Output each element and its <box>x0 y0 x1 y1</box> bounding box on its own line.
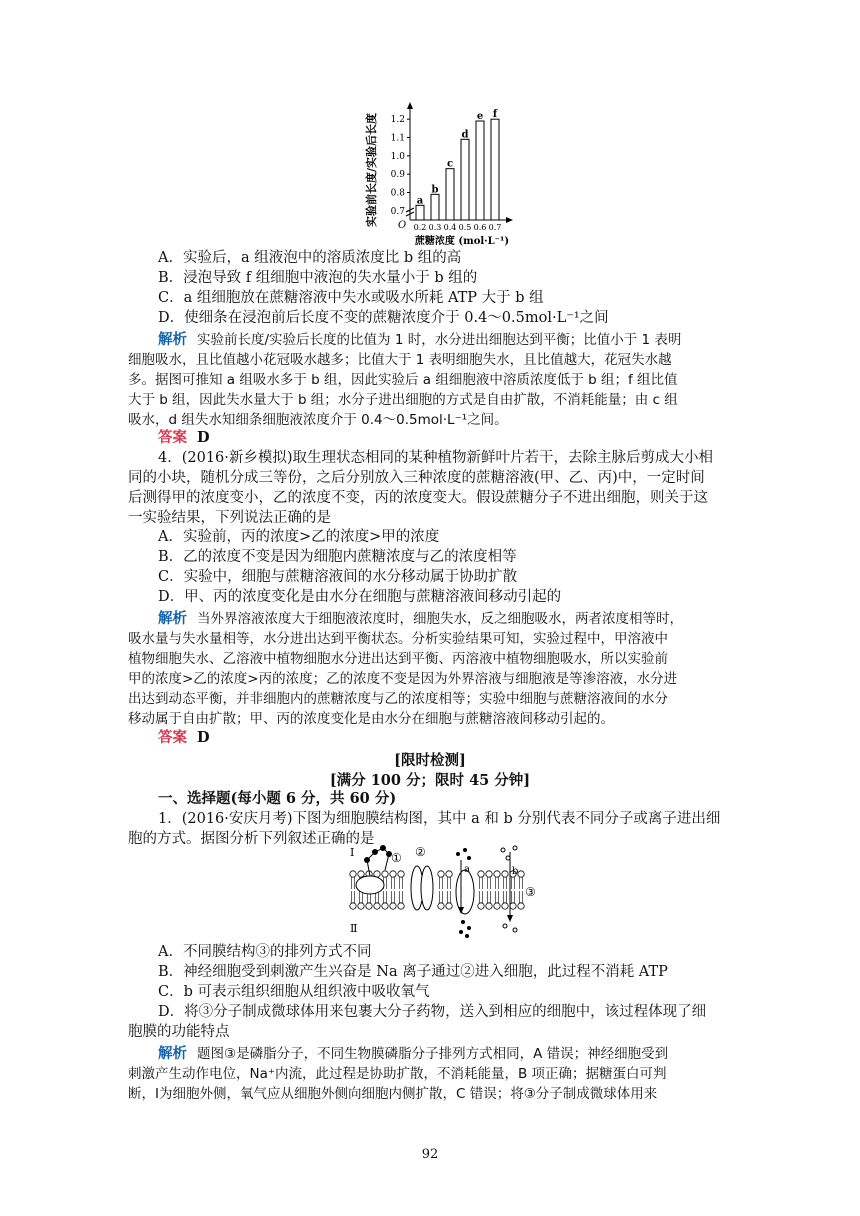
lipid-head <box>446 871 452 877</box>
q3-explain-line: 实验前长度/实验后长度的比值为 1 时，水分进出细胞达到平衡；比值小于 1 表明 <box>197 332 682 348</box>
bar-f <box>491 119 499 220</box>
q3-explanation-first <box>158 330 768 350</box>
q1-stem-line: 胞的方式。据图分析下列叙述正确的是 <box>128 831 375 847</box>
q4-explanation-first <box>158 609 768 629</box>
q3-answer-value: D <box>197 429 210 446</box>
lipid-head <box>446 903 452 909</box>
bar-label: d <box>461 129 469 141</box>
q4-explain-line: 出达到动态平衡，并非细胞内的蔗糖浓度与乙的浓度相等；实验中细胞与蔗糖溶液间的水分 <box>128 691 668 707</box>
q1-explain-line: 刺激产生动作电位，Na⁺内流，此过程是协助扩散，不消耗能量，B 项正确；据糖蛋白可判 <box>128 1066 667 1082</box>
lipid-head <box>494 871 500 877</box>
lipid-tail <box>480 877 483 889</box>
lipid-tail <box>440 877 443 889</box>
q1-option-d: D．将③分子制成微球体用来包裹大分子药物，送入到相应的细胞中，该过程体现了细 <box>158 1004 707 1020</box>
x-axis-arrow <box>506 217 513 223</box>
test-subtitle: [满分 100 分；限时 45 分钟] <box>329 772 531 789</box>
q1-option-c: C．b 可表示组织细胞从组织液中吸收氧气 <box>158 984 430 1000</box>
side-outer-label: Ⅰ <box>350 846 355 859</box>
lipid-tail <box>448 877 451 889</box>
lipid-head <box>478 871 484 877</box>
lipid-tail <box>512 891 515 903</box>
molecule-dot <box>465 934 469 938</box>
lipid-tail <box>400 891 403 903</box>
membrane-diagram <box>345 840 545 940</box>
molecule-circle <box>503 924 507 928</box>
lipid-head <box>510 903 516 909</box>
q4-option-a: A．实验前，丙的浓度>乙的浓度>甲的浓度 <box>158 529 440 545</box>
bar-d <box>461 139 469 220</box>
lipid-head <box>398 871 404 877</box>
molecule-circle <box>513 928 517 932</box>
lipid-head <box>374 903 380 909</box>
lipid-head <box>502 871 508 877</box>
lipid-tail <box>440 891 443 903</box>
label-2: ② <box>415 845 426 859</box>
lipid-tail <box>496 891 499 903</box>
lipid-head <box>398 903 404 909</box>
bar-c <box>446 169 454 220</box>
q4-stem-line: 后测得甲的浓度变小，乙的浓度不变，丙的浓度变大。假设蔗糖分子不进出细胞，则关于这 <box>128 490 708 506</box>
lipid-head <box>438 903 444 909</box>
lipid-head <box>478 903 484 909</box>
y-tick-label: 1.2 <box>390 115 405 126</box>
label-b: b <box>512 866 519 877</box>
q1-stem-line: 1．(2016·安庆月考)下图为细胞膜结构图，其中 a 和 b 分别代表不同分子或离子进出细 <box>158 811 721 827</box>
q4-option-d: D．甲、丙的浓度变化是由水分在细胞与蔗糖溶液间移动引起的 <box>158 589 562 605</box>
q1-explain-label: 解析 <box>158 1045 187 1062</box>
x-tick-label: 0.2 <box>413 223 427 232</box>
lipid-tail <box>504 891 507 903</box>
lipid-tail <box>504 877 507 889</box>
q3-option-b: B．浸泡导致 f 组细胞中液泡的失水量小于 b 组的 <box>158 270 478 286</box>
q3-explain-line: 多。据图可推知 a 组吸水多于 b 组，因此实验后 a 组细胞液中溶质浓度低于 b 组；f 组比值 <box>128 372 678 388</box>
q3-explain-line: 大于 b 组，因此失水量大于 b 组；水分子进出细胞的方式是自由扩散，不消耗能量；由 c 组 <box>128 392 678 408</box>
q3-explain-line: 吸水，d 组失水知细条细胞液浓度介于 0.4～0.5mol·L⁻¹之间。 <box>128 412 508 428</box>
bar-label: e <box>476 111 484 122</box>
q4-explain-line: 吸水量与失水量相等，水分进出达到平衡状态。分析实验结果可知，实验过程中，甲溶液中 <box>128 631 668 647</box>
page-number: 92 <box>421 1147 439 1162</box>
q4-explain-line: 植物细胞失水、乙溶液中植物细胞水分进出达到平衡、丙溶液中植物细胞吸水，所以实验前 <box>128 651 668 667</box>
y-tick-label: 0.7 <box>390 206 405 217</box>
q4-explain-line: 移动属于自由扩散；甲、丙的浓度变化是由水分在细胞与蔗糖溶液间移动引起的。 <box>128 711 614 727</box>
lipid-tail <box>520 877 523 889</box>
lipid-tail <box>448 891 451 903</box>
lipid-tail <box>352 877 355 889</box>
label-a: a <box>464 864 470 875</box>
protein-1 <box>356 876 384 894</box>
q4-answer-value: D <box>197 729 210 746</box>
y-tick-label: 0.8 <box>390 188 405 199</box>
q3-option-a: A．实验后，a 组液泡中的溶质浓度比 b 组的高 <box>158 250 462 266</box>
q4-explain-line: 当外界溶液浓度大于细胞液浓度时，细胞失水，反之细胞吸水，两者浓度相等时， <box>197 611 683 627</box>
molecule-circle <box>501 848 505 852</box>
lipid-head <box>438 871 444 877</box>
molecule-dot <box>461 920 465 924</box>
q3-option-c: C．a 组细胞放在蔗糖溶液中失水或吸水所耗 ATP 大于 b 组 <box>158 290 544 306</box>
molecule-dot <box>459 930 463 934</box>
lipid-tail <box>352 891 355 903</box>
chart-xlabel: 蔗糖浓度 (mol·L⁻¹) <box>414 236 510 247</box>
lipid-tail <box>392 877 395 889</box>
bars <box>416 109 499 220</box>
q4-explain-line: 甲的浓度>乙的浓度>丙的浓度；乙的浓度不变是因为外界溶液与细胞液是等渗溶液，水分进 <box>128 671 678 687</box>
origin-label: O <box>398 220 407 231</box>
y-ticks <box>391 115 414 217</box>
y-axis-arrow <box>407 102 413 109</box>
y-tick-label: 0.9 <box>390 170 405 181</box>
bar-a <box>416 205 424 220</box>
molecule-circle <box>513 846 517 850</box>
y-tick-label: 1.1 <box>390 133 405 144</box>
q4-stem-line: 同的小块，随机分成三等份，之后分别放入三种浓度的蔗糖溶液(甲、乙、丙)中，一定时间 <box>128 470 705 486</box>
q3-explain-label: 解析 <box>158 331 187 348</box>
lipid-tail <box>488 891 491 903</box>
q3-answer <box>158 428 768 448</box>
lipid-tail <box>512 877 515 889</box>
lipid-head <box>350 871 356 877</box>
channel-protein-right <box>421 866 433 910</box>
q4-answer-label: 答案 <box>158 729 187 746</box>
q1-explanation-first <box>158 1044 768 1064</box>
q4-stem-line: 一实验结果，下列说法正确的是 <box>128 510 331 526</box>
lipid-head <box>382 903 388 909</box>
q3-answer-label: 答案 <box>158 429 187 446</box>
bar-label: f <box>492 109 498 121</box>
lipid-tail <box>400 877 403 889</box>
bar-label: b <box>431 184 439 196</box>
lipid-tail <box>488 877 491 889</box>
molecule-dot <box>467 926 471 930</box>
lipid-tail <box>496 877 499 889</box>
lipid-head <box>390 871 396 877</box>
lipid-tail <box>520 891 523 903</box>
molecule-circle <box>506 856 510 860</box>
lipid-head <box>366 903 372 909</box>
lipid-head <box>502 903 508 909</box>
q1-option-a: A．不同膜结构③的排列方式不同 <box>158 944 372 960</box>
label-1: ① <box>391 851 402 865</box>
lipid-head <box>382 871 388 877</box>
lipid-head <box>350 903 356 909</box>
side-inner-label: Ⅱ <box>350 922 358 935</box>
lipid-head <box>390 903 396 909</box>
bar-chart <box>360 100 540 250</box>
x-ticks <box>414 223 502 232</box>
q4-explain-label: 解析 <box>158 610 187 627</box>
q1-explain-line: 题图③是磷脂分子，不同生物膜磷脂分子排列方式相同，A 错误；神经细胞受到 <box>197 1046 669 1062</box>
label-3: ③ <box>525 885 536 899</box>
q4-stem-line: 4．(2016·新乡模拟)取生理状态相同的某种植物新鲜叶片若干，去除主脉后剪成大小相 <box>158 450 714 466</box>
q1-explain-line: 断，Ⅰ为细胞外侧，氧气应从细胞外侧向细胞内侧扩散，C 错误；将③分子制成微球体用来 <box>128 1086 658 1102</box>
q3-explain-line: 细胞吸水，且比值越小花冠吸水越多；比值大于 1 表明细胞失水，且比值越大，花冠失水越 <box>128 352 672 368</box>
x-tick-label: 0.5 <box>458 223 472 232</box>
bar-label: c <box>446 158 454 170</box>
lipid-tail <box>480 891 483 903</box>
bar-e <box>476 121 484 220</box>
q1-option-d-continued: 胞膜的功能特点 <box>128 1024 230 1040</box>
lipid-tail <box>384 891 387 903</box>
q1-option-b: B．神经细胞受到刺激产生兴奋是 Na 离子通过②进入细胞，此过程不消耗 ATP <box>158 964 668 980</box>
lipid-tail <box>392 891 395 903</box>
lipid-head <box>518 903 524 909</box>
q4-answer <box>158 728 768 748</box>
test-title: [限时检测] <box>394 752 466 769</box>
y-tick-label: 1.0 <box>390 151 405 162</box>
lipid-head <box>518 871 524 877</box>
bar-label: a <box>416 195 424 207</box>
lipid-head <box>486 871 492 877</box>
arrow-b-head <box>507 915 513 922</box>
x-tick-label: 0.6 <box>473 223 487 232</box>
molecule-dot <box>456 852 460 856</box>
x-tick-label: 0.3 <box>428 223 442 232</box>
molecule-dot <box>467 856 471 860</box>
x-tick-label: 0.4 <box>443 223 457 232</box>
lipid-head <box>494 903 500 909</box>
lipid-head <box>358 871 364 877</box>
x-tick-label: 0.7 <box>488 223 502 232</box>
lipid-head <box>358 903 364 909</box>
q4-option-b: B．乙的浓度不变是因为细胞内蔗糖浓度与乙的浓度相等 <box>158 549 517 565</box>
bar-b <box>431 194 439 220</box>
q3-option-d: D．使细条在浸泡前后长度不变的蔗糖浓度介于 0.4～0.5mol·L⁻¹之间 <box>158 310 609 326</box>
lipid-head <box>486 903 492 909</box>
molecule-dot <box>463 848 467 852</box>
section-heading: 一、选择题(每小题 6 分，共 60 分) <box>158 790 397 807</box>
q4-option-c: C．实验中，细胞与蔗糖溶液间的水分移动属于协助扩散 <box>158 569 518 585</box>
chart-ylabel: 实验前长度/实验后长度 <box>365 112 378 228</box>
